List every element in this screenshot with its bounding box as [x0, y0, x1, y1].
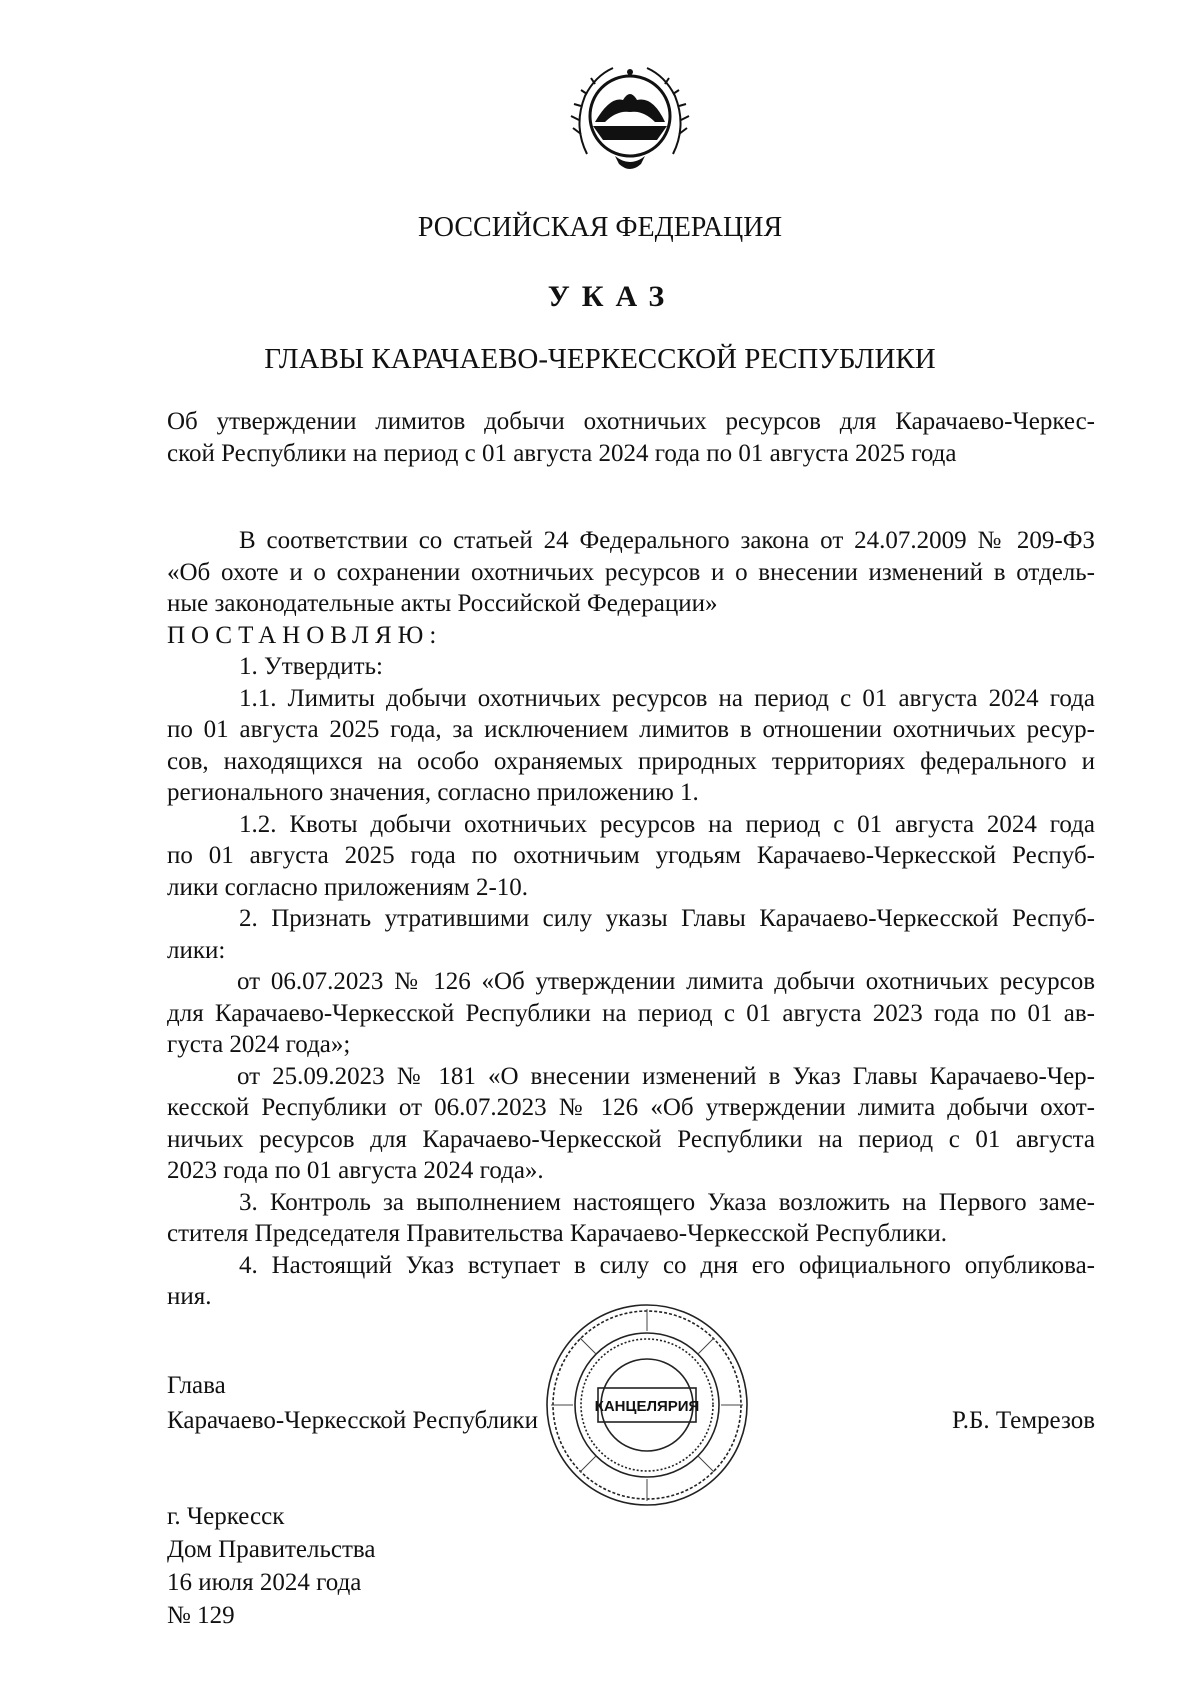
clause-1-2-line: лики согласно приложениям 2-10. [167, 873, 529, 901]
clause-4-line: 4. Настоящий Указ вступает в силу со дня его официального опубликова- [239, 1251, 1095, 1279]
signatory-organization: Карачаево-Черкесской Республики [167, 1407, 538, 1434]
clause-2-line: 2. Признать утратившими силу указы Главы Карачаево-Черкесской Респуб- [239, 905, 1095, 932]
clause-3-line: стителя Председателя Правительства Карачаево-Черкесской Республики. [167, 1220, 948, 1247]
official-seal-stamp [542, 1300, 752, 1510]
preamble-line: ные законодательные акты Российской Федерации» [167, 590, 718, 617]
preamble-line: «Об охоте и о сохранении охотничьих ресурсов и о внесении изменений в отдель- [167, 558, 1095, 586]
resolve-word: ПОСТАНОВЛЯЮ: [167, 621, 443, 649]
clause-2-line: лики: [167, 936, 226, 964]
issuer-heading: ГЛАВЫ КАРАЧАЕВО-ЧЕРКЕССКОЙ РЕСПУБЛИКИ [264, 343, 936, 375]
clause-1-1-line: регионального значения, согласно приложению 1. [167, 779, 699, 806]
signatory-title: Глава [167, 1372, 226, 1399]
footer-place: Дом Правительства [167, 1536, 376, 1563]
coat-of-arms-emblem [565, 56, 695, 182]
clause-3-line: 3. Контроль за выполнением настоящего Указа возложить на Первого заме- [239, 1188, 1095, 1216]
repealed-decree-181-line: 2023 года по 01 августа 2024 года». [167, 1157, 544, 1184]
footer-city: г. Черкесск [167, 1503, 285, 1530]
clause-1: 1. Утвердить: [239, 653, 383, 680]
decree-subject [167, 406, 1095, 470]
clause-4-line: ния. [167, 1283, 212, 1310]
footer-date: 16 июля 2024 года [167, 1569, 362, 1596]
decree-body [167, 525, 1095, 1313]
country-heading: РОССИЙСКАЯ ФЕДЕРАЦИЯ [417, 212, 783, 243]
clause-1-2-line: по 01 августа 2025 года по охотничьим угодьям Карачаево-Черкесской Респуб- [167, 842, 1095, 869]
footer-number: № 129 [167, 1602, 235, 1629]
repealed-decree-126-line: от 06.07.2023 № 126 «Об утверждении лимита добычи охотничьих ресурсов [237, 968, 1095, 995]
subject-line: Об утверждении лимитов добычи охотничьих ресурсов для Карачаево-Черкес- [167, 408, 1095, 435]
repealed-decree-181-line: кесской Республики от 06.07.2023 № 126 «Об утверждении лимита добычи охот- [167, 1094, 1095, 1121]
repealed-decree-126-line: густа 2024 года»; [167, 1031, 351, 1058]
clause-1-1-line: по 01 августа 2025 года, за исключением лимитов в отношении охотничьих ресур- [167, 716, 1095, 743]
preamble-line: В соответствии со статьей 24 Федерального закона от 24.07.2009 № 209-ФЗ [239, 527, 1095, 554]
clause-1-1-line: сов, находящихся на особо охраняемых природных территориях федерального и [167, 747, 1095, 775]
seal-center-label: КАНЦЕЛЯРИЯ [594, 1398, 700, 1415]
signatory-name: Р.Б. Темрезов [951, 1407, 1095, 1434]
repealed-decree-181-line: ничьих ресурсов для Карачаево-Черкесской Республики на период с 01 августа [167, 1125, 1095, 1153]
clause-1-2-line: 1.2. Квоты добычи охотничьих ресурсов на период с 01 августа 2024 года [239, 810, 1095, 838]
document-footer [167, 1500, 375, 1632]
subject-line: ской Республики на период с 01 августа 2024 года по 01 августа 2025 года [167, 440, 957, 467]
repealed-decree-181-line: от 25.09.2023 № 181 «О внесении изменений в Указ Главы Карачаево-Чер- [237, 1062, 1095, 1090]
repealed-decree-126-line: для Карачаево-Черкесской Республики на период с 01 августа 2023 года по 01 ав- [167, 999, 1095, 1027]
clause-1-1-line: 1.1. Лимиты добычи охотничьих ресурсов на период с 01 августа 2024 года [239, 684, 1095, 712]
document-type-heading: УКАЗ [547, 280, 677, 313]
